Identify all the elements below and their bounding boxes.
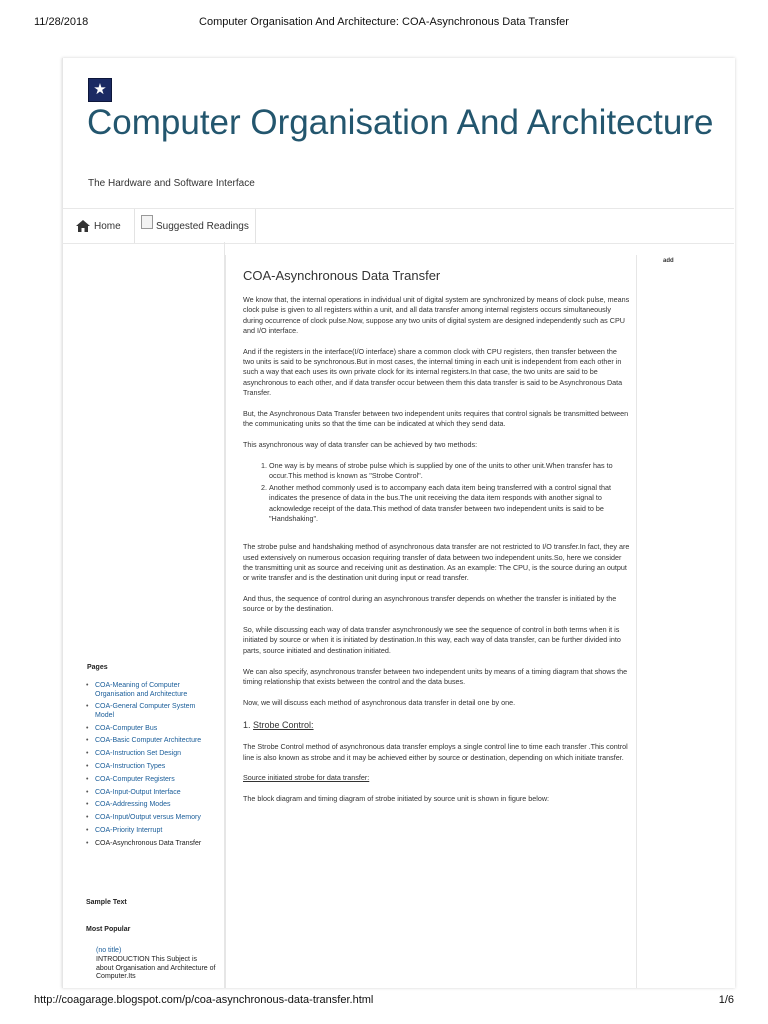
- post-title: COA-Asynchronous Data Transfer: [243, 268, 441, 283]
- page-link[interactable]: • COA-Meaning of Computer Organisation and Architecture: [86, 682, 216, 699]
- paragraph: So, while discussing each way of data transfer asynchronously we see the sequence of control in both terms when it is initiated by source or when it is initiated by destination.In this way, each way of data transfer, can be further divided into parts, source initiated and destination initiated.: [243, 625, 621, 655]
- paragraph: We can also specify, asynchronous transfer between two independent units by means of a timing diagram that shows the timing relationship that exists between the control and the data buses.: [243, 666, 628, 686]
- nav-home-label: Home: [94, 220, 121, 232]
- paragraph: And if the registers in the interface(I/O interface) share a common clock with CPU registers, then transfer between the two units is said to be synchronous.But in most cases, the internal timing in each unit is independent from each other in such a way that each uses its own private clock for its internal registers.In that case, the two units are said to be asynchronous to each other, and if data transfer occur between them this data transfer is said to be Asynchronous Data Transfer.: [243, 346, 623, 397]
- print-url: http://coagarage.blogspot.com/p/coa-asynchronous-data-transfer.html: [34, 994, 374, 1006]
- print-date: 11/28/2018: [34, 16, 89, 28]
- paragraph: Now, we will discuss each method of asynchronous data transfer in detail one by one.: [243, 697, 516, 707]
- blog-title[interactable]: Computer Organisation And Architecture: [87, 103, 714, 142]
- section-title: Strobe Control:: [253, 719, 314, 730]
- right-sidebar-add: add: [663, 258, 674, 264]
- print-page-number: 1/6: [718, 994, 734, 1006]
- left-sidebar: [62, 242, 225, 988]
- nav-suggested-readings[interactable]: [134, 209, 256, 243]
- popular-post-link[interactable]: (no title): [96, 947, 122, 954]
- section-heading: [243, 720, 630, 730]
- page-link[interactable]: • COA-Basic Computer Architecture: [86, 737, 216, 746]
- broken-image-icon: [141, 215, 153, 229]
- sample-text-heading: Sample Text: [86, 899, 127, 906]
- top-nav: [62, 208, 734, 244]
- paragraph: The Strobe Control method of asynchronous data transfer employs a single control line to time each transfer .This control line is also known as strobe and it may be achieved either by source or destination, depending on which initiate transfer.: [243, 742, 628, 762]
- print-title: Computer Organisation And Architecture: COA-Asynchronous Data Transfer: [199, 16, 569, 28]
- page-link[interactable]: • COA-Computer Registers: [86, 776, 216, 785]
- most-popular-heading: Most Popular: [86, 926, 131, 933]
- subheading: Source initiated strobe for data transfer:: [243, 773, 370, 783]
- page-link[interactable]: • COA-General Computer System Model: [86, 703, 216, 720]
- blog-title-area: [62, 95, 734, 155]
- paragraph: But, the Asynchronous Data Transfer between two independent units requires that control signals be transmitted between the communicating units so that the time can be indicated at which they send data.: [243, 408, 629, 428]
- page-link-current: • COA-Asynchronous Data Transfer: [86, 840, 216, 849]
- pages-list: [86, 682, 216, 853]
- page-link[interactable]: • COA-Computer Bus: [86, 725, 216, 734]
- blog-description: The Hardware and Software Interface: [88, 178, 255, 189]
- page-link[interactable]: • COA-Input-Output Interface: [86, 789, 216, 798]
- paragraph: And thus, the sequence of control during an asynchronous transfer depends on whether the transfer is initiated by the source or by the destination.: [243, 594, 617, 614]
- page-link[interactable]: • COA-Input/Output versus Memory: [86, 814, 216, 823]
- list-item: 1. One way is by means of strobe pulse which is supplied by one of the units to other unit.When transfer has to occur.This method is known as "Strobe Control".: [269, 461, 630, 482]
- list-item: 2. Another method commonly used is to accompany each data item being transferred with a control signal that indicates the presence of data in the bus.The unit receiving the data item responds with another signal to acknowledge receipt of the data.This method of data transfer between two independent units is said to be "Handshaking".: [269, 483, 630, 524]
- page-link[interactable]: • COA-Instruction Set Design: [86, 750, 216, 759]
- paragraph: This asynchronous way of data transfer can be achieved by two methods:: [243, 439, 478, 449]
- section-number: 1.: [243, 719, 251, 730]
- paragraph: The strobe pulse and handshaking method of asynchronous data transfer are not restricted to I/O transfer.In fact, they are used extensively on numerous occasion requiring transfer of data between two independent units.So, here we consider the transmitting unit as source and receiving unit as destination. As an example: The CPU, is the source during an output or write transfer and is the destination unit during input or read transfer.: [243, 542, 630, 583]
- page-link[interactable]: • COA-Instruction Types: [86, 763, 216, 772]
- post-body: [243, 295, 630, 815]
- home-icon: [76, 220, 90, 232]
- paragraph: The block diagram and timing diagram of strobe initiated by source unit is shown in figure below:: [243, 794, 550, 804]
- paragraph: We know that, the internal operations in individual unit of digital system are synchronized by means of clock pulse, means clock pulse is given to all registers within a unit, and all data transfer among internal registers occurs simultaneously during occurrence of clock pulse.Now, suppose any two units of digital system are designed independently such as CPU and I/O interface.: [243, 295, 630, 335]
- popular-post-snippet: INTRODUCTION This Subject is about Organisation and Architecture of Computer.Its: [96, 956, 216, 980]
- blog-logo-icon[interactable]: ★: [88, 78, 112, 102]
- methods-list: [243, 461, 630, 525]
- page-link[interactable]: • COA-Addressing Modes: [86, 801, 216, 810]
- nav-suggested-label: Suggested Readings: [156, 220, 249, 232]
- pages-heading: Pages: [87, 664, 108, 671]
- page-link[interactable]: • COA-Priority Interrupt: [86, 827, 216, 836]
- nav-home[interactable]: [76, 209, 132, 243]
